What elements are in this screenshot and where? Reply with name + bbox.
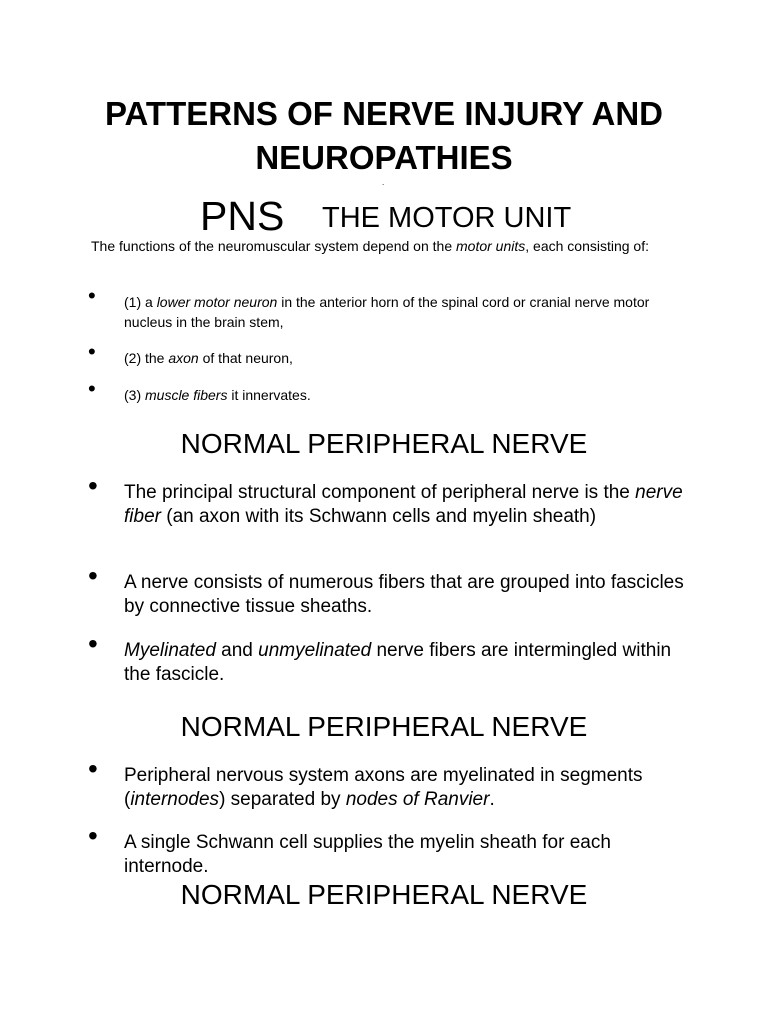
list-item (124, 639, 694, 687)
intro-text-c: , each consisting of: (525, 238, 649, 254)
intro-text-a: The functions of the neuromuscular system depend on the (91, 238, 456, 254)
intro-text-b: motor units (456, 238, 526, 254)
page-title (40, 92, 728, 180)
section-heading: NORMAL PERIPHERAL NERVE (180, 879, 588, 910)
item-italic: Myelinated (124, 640, 216, 661)
motor-item-text: it innervates. (227, 387, 311, 403)
title-line-2: NEUROPATHIES (255, 139, 513, 176)
motor-item-text: (3) (124, 387, 145, 403)
motor-item-italic: muscle fibers (145, 387, 228, 403)
bullet-icon: • (88, 820, 98, 851)
title-line-1: PATTERNS OF NERVE INJURY AND (104, 95, 664, 132)
motor-item-italic: lower motor neuron (156, 294, 278, 310)
item-italic: nodes of Ranvier (345, 789, 490, 810)
bullet-icon: • (88, 339, 96, 364)
item-text: . (489, 789, 495, 810)
list-item (124, 831, 694, 879)
item-text: Peripheral nervous system axons are myelinated in segments ( (124, 765, 643, 810)
item-italic: nerve fiber (124, 482, 683, 527)
list-item (124, 764, 694, 812)
bullet-icon: • (88, 376, 96, 401)
item-text: (an axon with its Schwann cells and myelin sheath) (160, 506, 597, 527)
motor-item-text: (2) the (124, 350, 169, 366)
item-text: and (215, 640, 259, 661)
bullet-icon: • (88, 283, 96, 308)
motor-list-item (124, 385, 684, 405)
motor-list-item (124, 348, 684, 368)
motor-list-item (124, 292, 684, 332)
pns-heading: PNS (200, 193, 285, 239)
bullet-icon: • (88, 470, 98, 501)
item-italic: internodes (130, 789, 220, 810)
motor-item-text: of that neuron, (198, 350, 293, 366)
motor-item-text: (1) a (124, 294, 157, 310)
item-text: nerve fibers are intermingled within the fascicle. (124, 640, 672, 685)
motor-item-text: in the anterior horn of the spinal cord or cranial nerve motor nucleus in the brain stem, (124, 294, 650, 330)
item-text: The principal structural component of peripheral nerve is the (124, 482, 636, 503)
section-heading: NORMAL PERIPHERAL NERVE (180, 711, 588, 742)
motor-item-italic: axon (168, 350, 199, 366)
separator-dot: . (382, 178, 385, 187)
bullet-icon: • (88, 628, 98, 659)
motor-unit-heading: THE MOTOR UNIT (322, 202, 572, 234)
item-text: A nerve consists of numerous fibers that are grouped into fascicles by connective tissue sheaths. (124, 572, 684, 617)
list-item (124, 481, 694, 529)
section-heading: NORMAL PERIPHERAL NERVE (180, 428, 588, 459)
item-text: ) separated by (219, 789, 346, 810)
list-item (124, 571, 694, 619)
bullet-icon: • (88, 560, 98, 591)
bullet-icon: • (88, 753, 98, 784)
item-text: A single Schwann cell supplies the myelin sheath for each internode. (124, 832, 611, 877)
intro-paragraph (91, 238, 723, 255)
item-italic: unmyelinated (258, 640, 372, 661)
